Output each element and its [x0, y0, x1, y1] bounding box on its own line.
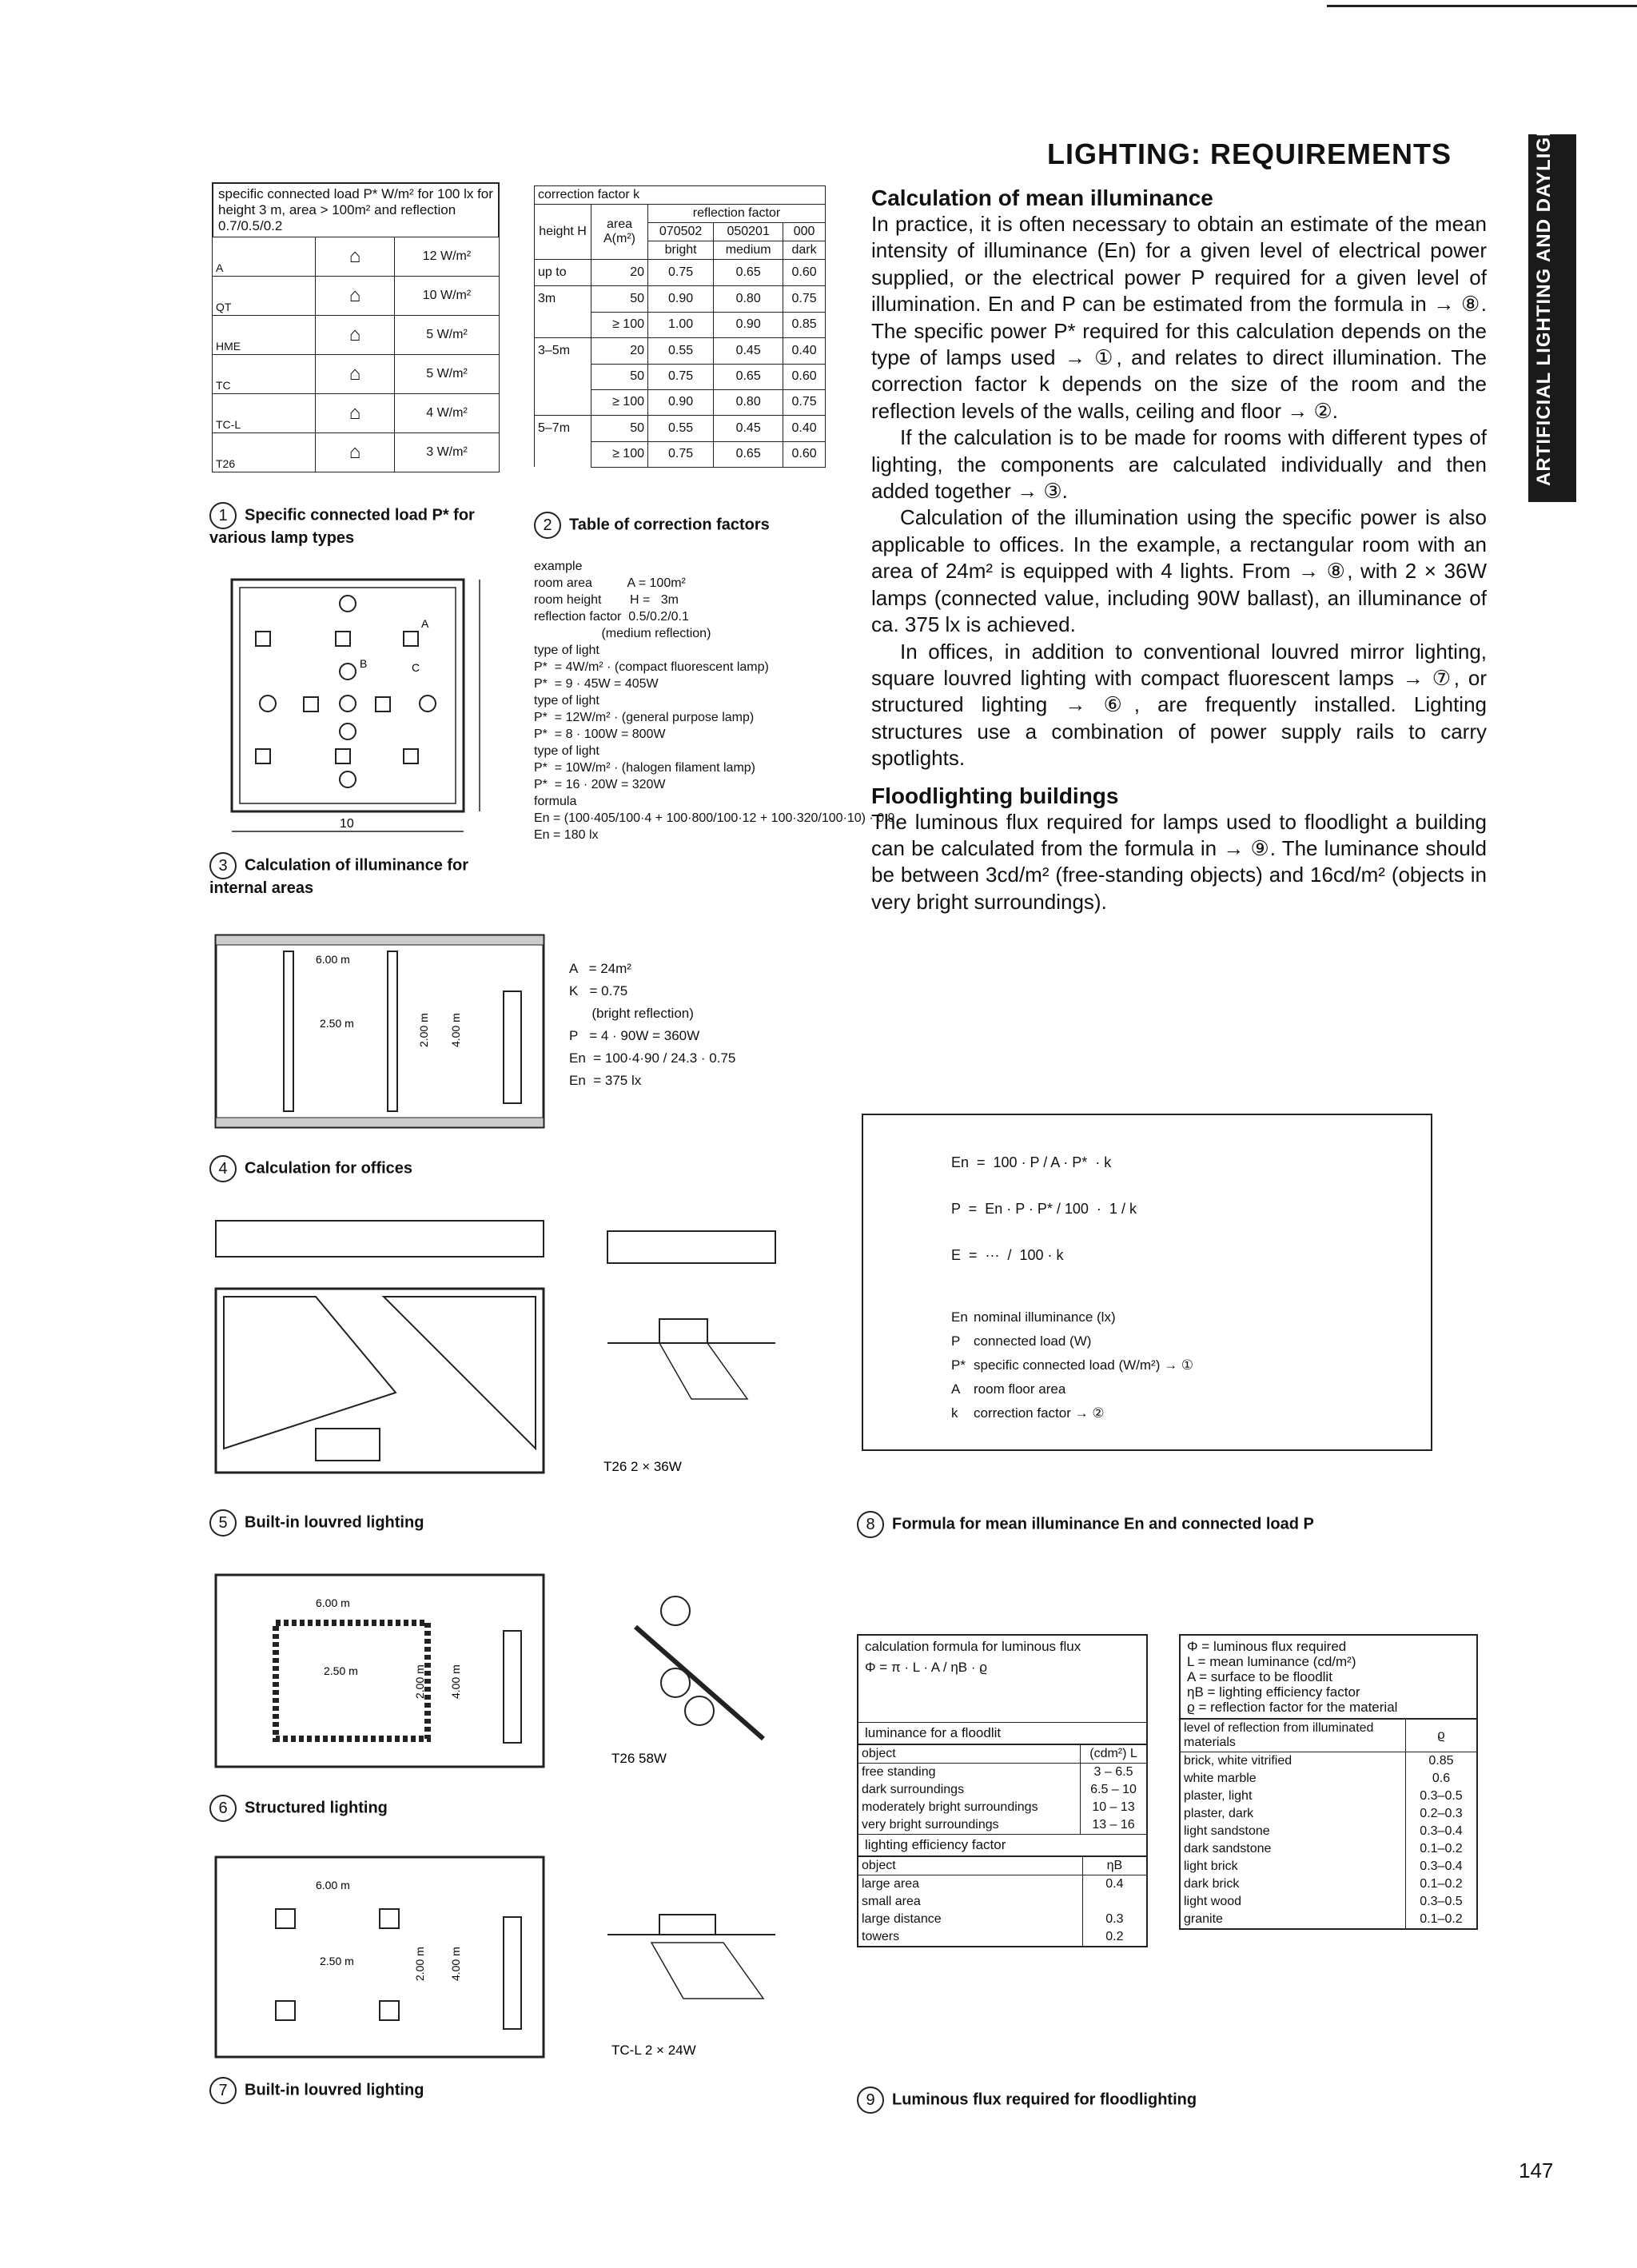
row-label: moderately bright surroundings: [858, 1799, 1081, 1816]
example-line: room height H = 3m: [534, 593, 679, 607]
factor-cell: 0.90: [714, 312, 783, 338]
col-reflection: reflection factor: [648, 205, 826, 223]
fig-number: 8: [857, 1511, 884, 1538]
row-label: large area: [858, 1875, 1082, 1894]
fig6-caption: Structured lighting: [245, 1799, 388, 1817]
fig5-caption-block: [209, 1509, 424, 1537]
fig6-dim-3: 2.00 m: [413, 1664, 426, 1699]
fig6-dim-4: 4.00 m: [449, 1664, 462, 1699]
fig4-office-plan: [212, 927, 548, 1135]
factor-cell: 0.65: [714, 364, 783, 389]
factor-cell: 0.75: [648, 260, 714, 286]
fig8-formulas: [951, 1139, 1137, 1278]
fig9-caption: Luminous flux required for floodlighting: [892, 2091, 1197, 2109]
example-line: type of light: [534, 644, 599, 657]
correction-row: [535, 441, 826, 467]
lamp-icon-cell: ⌂: [316, 277, 395, 316]
row-label: large distance: [858, 1911, 1082, 1928]
reflection-code: 000: [783, 223, 826, 241]
formula-line: En = 100 · P / A · P* · k: [951, 1154, 1112, 1170]
example-line: En = (100·405/100·4 + 100·800/100·12 + 100·320/100·10) · 0.9: [534, 811, 895, 825]
calc-line: A = 24m²: [569, 961, 631, 976]
area-cell: 20: [591, 260, 648, 286]
row-label: towers: [858, 1928, 1082, 1946]
fig8-legend: [951, 1305, 1193, 1425]
formula-line: P = En · P · P* / 100 · 1 / k: [951, 1201, 1137, 1217]
factor-cell: 0.80: [714, 286, 783, 313]
reflection-level: medium: [714, 241, 783, 260]
lamp-icon-cell: ⌂: [316, 433, 395, 472]
heading-floodlighting: Floodlighting buildings: [871, 783, 1119, 808]
reflection-level: dark: [783, 241, 826, 260]
lamp-row: [213, 394, 500, 433]
factor-cell: 0.45: [714, 338, 783, 365]
factor-cell: 0.60: [783, 364, 826, 389]
calc-line: En = 100·4·90 / 24.3 · 0.75: [569, 1050, 736, 1066]
lamp-label: A: [216, 261, 224, 274]
fig7-louvred-plan: [212, 1853, 548, 2065]
row-value: 6.5 – 10: [1081, 1781, 1146, 1799]
fig4-calculation: [569, 958, 825, 1092]
lamp-icon-cell: ⌂: [316, 316, 395, 355]
row-value: [1082, 1893, 1146, 1911]
height-cell: [535, 441, 591, 467]
fig7-caption: Built-in louvred lighting: [245, 2081, 424, 2099]
area-cell: 50: [591, 286, 648, 313]
factor-cell: 0.75: [783, 389, 826, 416]
example-line: type of light: [534, 694, 599, 708]
lamp-symbol-cell: [213, 316, 316, 355]
correction-row: [535, 389, 826, 416]
fig8-formula-box: [862, 1114, 1432, 1451]
row-label: white marble: [1181, 1770, 1406, 1788]
fig4-dim-1: 6.00 m: [316, 953, 350, 966]
legend-symbol: P: [951, 1333, 961, 1349]
legend-text: specific connected load (W/m²) → ①: [974, 1357, 1194, 1373]
body-text-2: [871, 809, 1487, 916]
page-number: 147: [1519, 2158, 1554, 2182]
table-row: [858, 1875, 1146, 1894]
factor-cell: 0.55: [648, 416, 714, 442]
col-height: height H: [535, 205, 591, 260]
lamp-value: 5 W/m²: [395, 316, 500, 355]
table-row: [1181, 1788, 1476, 1805]
legend-symbol: k: [951, 1405, 958, 1421]
fig9-luminance-header: luminance for a floodlit: [858, 1723, 1146, 1744]
paragraph: The luminous flux required for lamps used to floodlight a building can be calculated from the formula in → ⑨. The luminance should be between 3cd/m² (free-standing objects) and 16cd/m² (objects in very bright surroundings).: [871, 809, 1487, 914]
fig-number: 9: [857, 2087, 884, 2114]
fig7-luminaire-sketch: [603, 1863, 779, 2063]
fig3-caption-block: [209, 852, 513, 898]
row-value: 0.1–0.2: [1406, 1911, 1477, 1928]
factor-cell: 0.90: [648, 286, 714, 313]
row-value: 0.3–0.4: [1406, 1858, 1477, 1875]
col-luminance: (cdm²) L: [1081, 1745, 1146, 1764]
fig-number: 4: [209, 1155, 237, 1182]
lamp-label: QT: [216, 301, 232, 313]
lamp-value: 5 W/m²: [395, 355, 500, 394]
row-label: granite: [1181, 1911, 1406, 1928]
area-cell: ≥ 100: [591, 389, 648, 416]
fig9-formula: Φ = π · L · A / ηB · ϱ: [865, 1660, 987, 1675]
symbol-line: Φ = luminous flux required: [1187, 1639, 1347, 1654]
row-label: light sandstone: [1181, 1823, 1406, 1840]
fig2-caption: Table of correction factors: [569, 516, 770, 534]
lamp-value: 10 W/m²: [395, 277, 500, 316]
legend-symbol: A: [951, 1381, 961, 1397]
symbol-line: A = surface to be floodlit: [1187, 1669, 1332, 1684]
fig4-dim-4: 4.00 m: [449, 1013, 462, 1047]
fig1-caption-block: [209, 502, 513, 548]
legend-text: nominal illuminance (lx): [974, 1309, 1116, 1325]
lamp-value: 3 W/m²: [395, 433, 500, 472]
col-area: area A(m²): [591, 205, 648, 260]
fig-number: 2: [534, 512, 561, 539]
factor-cell: 0.65: [714, 441, 783, 467]
legend-text: room floor area: [974, 1381, 1066, 1397]
reflection-code: 070502: [648, 223, 714, 241]
example-line: (medium reflection): [534, 627, 711, 640]
row-value: 10 – 13: [1081, 1799, 1146, 1816]
height-cell: [535, 364, 591, 389]
legend-row: [951, 1353, 1193, 1377]
fig2-table: [534, 185, 826, 468]
factor-cell: 0.55: [648, 338, 714, 365]
reflection-code: 050201: [714, 223, 783, 241]
lamp-row: [213, 433, 500, 472]
fig6-lamp-label: T26 58W: [611, 1751, 667, 1766]
example-calculation: [534, 558, 895, 843]
table-row: [858, 1911, 1146, 1928]
lamp-label: HME: [216, 340, 241, 353]
fig1-caption: Specific connected load P* for various lamp types: [209, 506, 475, 547]
correction-row: [535, 338, 826, 365]
fig4-caption: Calculation for offices: [245, 1159, 413, 1178]
row-value: 0.3–0.5: [1406, 1788, 1477, 1805]
lamp-row: [213, 277, 500, 316]
fig5-lamp-label: T26 2 × 36W: [603, 1459, 682, 1474]
legend-text: connected load (W): [974, 1333, 1092, 1349]
area-cell: 50: [591, 364, 648, 389]
symbol-line: ηB = lighting efficiency factor: [1187, 1684, 1360, 1700]
row-value: 0.1–0.2: [1406, 1875, 1477, 1893]
factor-cell: 0.75: [648, 441, 714, 467]
fig3-label-a: A: [421, 617, 429, 630]
legend-row: [951, 1377, 1193, 1401]
row-label: brick, white vitrified: [1181, 1752, 1406, 1771]
area-cell: 50: [591, 416, 648, 442]
fig9-efficiency-table: [858, 1856, 1146, 1946]
lamp-row: [213, 316, 500, 355]
fig3-label-b: B: [360, 657, 368, 670]
lamp-label: TC-L: [216, 418, 241, 431]
section-sidebar-tab: [1528, 109, 1576, 502]
fig5-luminaire-sketch: [603, 1223, 779, 1479]
page-title: LIGHTING: REQUIREMENTS: [1047, 138, 1452, 170]
row-label: dark surroundings: [858, 1781, 1081, 1799]
row-value: 0.6: [1406, 1770, 1477, 1788]
row-value: 0.85: [1406, 1752, 1477, 1771]
fig7-lamp-label: TC-L 2 × 24W: [611, 2043, 696, 2058]
table-row: [1181, 1875, 1476, 1893]
row-value: 0.3–0.4: [1406, 1823, 1477, 1840]
table-row: [1181, 1893, 1476, 1911]
fig-number: 3: [209, 852, 237, 879]
correction-row: [535, 260, 826, 286]
sidebar-label: ARTIFICIAL LIGHTING AND DAYLIGHT: [1533, 109, 1555, 486]
paragraph: Calculation of the illumination using the specific power is also applicable to offices. In the example, a rectangular room with an area of 24m² is equipped with 4 lights. From → ⑧, with 2 × 36W lamps (connected value, including 90W ballast), an illuminance of ca. 375 lx is achieved.: [871, 505, 1487, 637]
correction-row: [535, 312, 826, 338]
fig6-structured-plan: [212, 1571, 548, 1775]
paragraph: In offices, in addition to conventional louvred mirror lighting, square louvred lighting with compact fluorescent lamps → ⑦, or structured lighting → ⑥, are frequently installed. Lighting structures use a combination of power supply rails to carry spotlights.: [871, 639, 1487, 771]
table-row: [858, 1781, 1146, 1799]
example-line: P* = 9 · 45W = 405W: [534, 677, 659, 691]
correction-row: [535, 286, 826, 313]
symbol-line: L = mean luminance (cd/m²): [1187, 1654, 1356, 1669]
fig1-table: [212, 237, 500, 472]
row-label: small area: [858, 1893, 1082, 1911]
fig5-louvred-section: [212, 1217, 548, 1481]
example-line: room area A = 100m²: [534, 576, 686, 590]
col-efficiency: ηB: [1082, 1857, 1146, 1875]
fig4-dim-3: 2.00 m: [417, 1013, 430, 1047]
fig7-caption-block: [209, 2077, 424, 2104]
area-cell: ≥ 100: [591, 441, 648, 467]
lamp-row: [213, 237, 500, 277]
fig-number: 5: [209, 1509, 237, 1537]
lamp-icon-cell: ⌂: [316, 355, 395, 394]
fig7-dim-2: 2.50 m: [320, 1955, 354, 1967]
lamp-value: 4 W/m²: [395, 394, 500, 433]
row-label: light wood: [1181, 1893, 1406, 1911]
height-cell: [535, 312, 591, 338]
row-value: 0.2–0.3: [1406, 1805, 1477, 1823]
lamp-symbol-cell: [213, 433, 316, 472]
row-value: 0.3: [1082, 1911, 1146, 1928]
area-cell: 20: [591, 338, 648, 365]
fig4-dim-2: 2.50 m: [320, 1017, 354, 1030]
fig9-left-tables: [857, 1634, 1148, 1947]
calc-line: En = 375 lx: [569, 1073, 642, 1088]
fig3-dim-w: 10: [340, 817, 354, 831]
example-line: P* = 12W/m² · (general purpose lamp): [534, 711, 755, 724]
fig3-caption: Calculation of illuminance for internal areas: [209, 856, 469, 897]
lamp-symbol-cell: [213, 277, 316, 316]
factor-cell: 0.40: [783, 338, 826, 365]
factor-cell: 0.75: [783, 286, 826, 313]
fig4-caption-block: [209, 1155, 412, 1182]
fig1-header: specific connected load P* W/m² for 100 lx for height 3 m, area > 100m² and reflection 0.7/0.5/0.2: [212, 182, 500, 237]
legend-row: [951, 1305, 1193, 1329]
lamp-symbol-cell: [213, 355, 316, 394]
example-line: P* = 4W/m² · (compact fluorescent lamp): [534, 660, 769, 674]
row-label: light brick: [1181, 1858, 1406, 1875]
fig9-formula-title: calculation formula for luminous flux: [865, 1639, 1081, 1654]
example-line: P* = 16 · 20W = 320W: [534, 778, 666, 791]
example-line: P* = 10W/m² · (halogen filament lamp): [534, 761, 755, 775]
table-row: [1181, 1840, 1476, 1858]
main-text-column: [871, 185, 1487, 915]
table-row: [858, 1764, 1146, 1782]
height-cell: up to: [535, 260, 591, 286]
example-line: P* = 8 · 100W = 800W: [534, 727, 666, 741]
paragraph: In practice, it is often necessary to obtain an estimate of the mean intensity of illuminance (En) for a given level of electrical power supplied, or the electrical power P required for a given level of illumination. En and P can be estimated from the formula in → ⑧. The specific power P* required for this calculation depends on the type of lamps used → ①, and relates to direct illumination. The correction factor k depends on the size of the room and the reflection levels of the walls, ceiling and floor → ②.: [871, 212, 1487, 423]
heading-mean-illuminance: Calculation of mean illuminance: [871, 185, 1213, 210]
fig2-caption-block: [534, 512, 770, 539]
fig6-dim-1: 6.00 m: [316, 1596, 350, 1609]
fig-number: 7: [209, 2077, 237, 2104]
col-object: object: [858, 1857, 1082, 1875]
table-row: [1181, 1858, 1476, 1875]
row-value: 13 – 16: [1081, 1816, 1146, 1834]
row-label: free standing: [858, 1764, 1081, 1782]
factor-cell: 0.65: [714, 260, 783, 286]
example-line: example: [534, 560, 583, 573]
factor-cell: 0.80: [714, 389, 783, 416]
factor-cell: 0.60: [783, 441, 826, 467]
paragraph: If the calculation is to be made for rooms with different types of lighting, the components are calculated individually and then added together → ③.: [871, 425, 1487, 504]
table-row: [1181, 1770, 1476, 1788]
fig9-luminance-table: [858, 1744, 1146, 1834]
fig9-caption-block: [857, 2087, 1197, 2114]
col-object: object: [858, 1745, 1081, 1764]
legend-text: correction factor → ②: [974, 1405, 1105, 1421]
lamp-icon-cell: ⌂: [316, 394, 395, 433]
height-cell: 3–5m: [535, 338, 591, 365]
row-label: dark sandstone: [1181, 1840, 1406, 1858]
example-line: reflection factor 0.5/0.2/0.1: [534, 610, 689, 624]
reflection-level: bright: [648, 241, 714, 260]
calc-line: K = 0.75: [569, 983, 628, 998]
fig7-dim-4: 4.00 m: [449, 1947, 462, 1981]
factor-cell: 0.40: [783, 416, 826, 442]
table-row: [1181, 1752, 1476, 1771]
fig9-symbols: [1181, 1636, 1476, 1719]
lamp-value: 12 W/m²: [395, 237, 500, 277]
fig2-correction-table: [534, 185, 826, 468]
fig7-dim-3: 2.00 m: [413, 1947, 426, 1981]
fig3-label-c: C: [412, 661, 420, 674]
example-line: En = 180 lx: [534, 828, 599, 842]
fig9-right-tables: [1179, 1634, 1478, 1930]
row-label: very bright surroundings: [858, 1816, 1081, 1834]
fig1-lamp-table: [212, 182, 500, 472]
table-row: [1181, 1823, 1476, 1840]
table-row: [858, 1893, 1146, 1911]
row-label: plaster, dark: [1181, 1805, 1406, 1823]
height-cell: [535, 389, 591, 416]
calc-line: (bright reflection): [569, 1006, 694, 1021]
height-cell: 5–7m: [535, 416, 591, 442]
row-value: 0.3–0.5: [1406, 1893, 1477, 1911]
area-cell: ≥ 100: [591, 312, 648, 338]
factor-cell: 0.75: [648, 364, 714, 389]
lamp-label: TC: [216, 379, 231, 392]
fig9-efficiency-header: lighting efficiency factor: [858, 1834, 1146, 1856]
lamp-row: [213, 355, 500, 394]
row-label: dark brick: [1181, 1875, 1406, 1893]
formula-line: E = ··· / 100 · k: [951, 1247, 1064, 1263]
table-row: [1181, 1911, 1476, 1928]
fig3-plan-drawing: [220, 572, 500, 843]
col-reflection: ϱ: [1406, 1720, 1477, 1752]
row-value: 3 – 6.5: [1081, 1764, 1146, 1782]
factor-cell: 0.45: [714, 416, 783, 442]
table-row: [858, 1928, 1146, 1946]
table-row: [1181, 1805, 1476, 1823]
correction-row: [535, 364, 826, 389]
factor-cell: 0.90: [648, 389, 714, 416]
top-rule: [1327, 5, 1637, 7]
factor-cell: 0.85: [783, 312, 826, 338]
fig2-header: correction factor k: [535, 186, 826, 205]
factor-cell: 1.00: [648, 312, 714, 338]
table-row: [858, 1816, 1146, 1834]
fig9-reflection-table: [1181, 1719, 1476, 1928]
row-label: plaster, light: [1181, 1788, 1406, 1805]
col-material: level of reflection from illuminated materials: [1181, 1720, 1406, 1752]
lamp-icon-cell: ⌂: [316, 237, 395, 277]
table-row: [858, 1799, 1146, 1816]
lamp-symbol-cell: [213, 394, 316, 433]
lamp-label: T26: [216, 457, 236, 470]
legend-row: [951, 1401, 1193, 1425]
fig5-caption: Built-in louvred lighting: [245, 1513, 424, 1532]
example-line: formula: [534, 795, 577, 808]
fig-number: 6: [209, 1795, 237, 1822]
correction-row: [535, 416, 826, 442]
fig8-caption-block: [857, 1511, 1314, 1538]
body-text-1: [871, 211, 1487, 772]
fig6-dim-2: 2.50 m: [324, 1664, 358, 1677]
fig7-dim-1: 6.00 m: [316, 1879, 350, 1891]
row-value: 0.2: [1082, 1928, 1146, 1946]
fig-number: 1: [209, 502, 237, 529]
fig6-luminaire-sketch: [603, 1579, 779, 1771]
lamp-symbol-cell: [213, 237, 316, 277]
fig8-caption: Formula for mean illuminance En and connected load P: [892, 1515, 1314, 1533]
calc-line: P = 4 · 90W = 360W: [569, 1028, 700, 1043]
height-cell: 3m: [535, 286, 591, 313]
legend-row: [951, 1329, 1193, 1353]
row-value: 0.4: [1082, 1875, 1146, 1894]
fig9-formula-box: [858, 1636, 1146, 1723]
legend-symbol: En: [951, 1309, 968, 1325]
row-value: 0.1–0.2: [1406, 1840, 1477, 1858]
fig6-caption-block: [209, 1795, 388, 1822]
example-line: type of light: [534, 744, 599, 758]
factor-cell: 0.60: [783, 260, 826, 286]
symbol-line: ϱ = reflection factor for the material: [1187, 1700, 1398, 1715]
legend-symbol: P*: [951, 1357, 966, 1373]
